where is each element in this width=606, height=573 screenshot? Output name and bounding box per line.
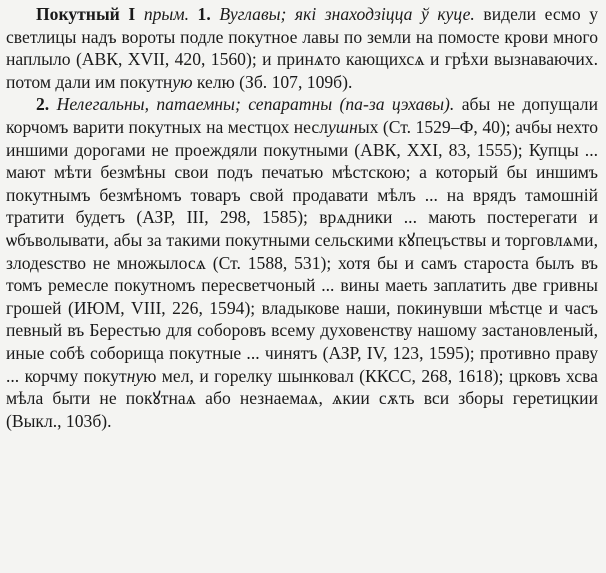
- citation-text-2b: ых (Ст. 1529–Ф, 40); ачбы нехто иншими дорогами не проеждяли покутными (АВК, XXI, 83, 1555); Купцы ... мают мѣти безмѣны свои подъ печатью мѣстскою; а который бы иншимъ покутнымъ безмѣномъ товаръ свой продавати мѣлъ ... на врядъ тамошній тратити будетъ (АЗР, III, 298, 1585); врѧдники ... мають постерегати и ѡбъволывати, абы за такими покутными сельскими кꙋпецъствы и торговлѧми, злодеѕство не множылосѧ (Ст. 1588, 531); хотя бы и самъ староста былъ въ томъ ремесле покутномъ пересветчоный ... вины маеть заплатить две гривны грошей (ИЮМ, VIII, 226, 1594); владыкове наши, покинувши мѣстце и часъ певный въ Берестью для соборовъ всему духовенству нашому застановленый, иные собѣ соборища покутные ... чинятъ (АЗР, IV, 123, 1595); противно праву ... корчму покут: [6, 116, 598, 386]
- grammar-label: прым.: [143, 4, 189, 24]
- citation-italic-2a: ушн: [327, 116, 358, 137]
- sense-number-1: 1.: [197, 4, 211, 24]
- sense-number-2: 2.: [36, 94, 50, 115]
- citation-italic-1: ую: [172, 71, 193, 92]
- citation-text-2c: ю мел, и горелку шынковал (ККСС, 268, 1618); црковъ хсва мѣла быти не покꙋтнаѧ або незнаемаѧ, ѧкии сѫть вси зборы геретицкии (Выкл., 103б).: [6, 365, 598, 431]
- citation-text-2a: абы не допущали корчомъ варити покутных на местцох несл: [6, 94, 598, 137]
- entry-sense-2: [6, 93, 598, 432]
- entry-sense-1: [6, 3, 598, 93]
- citation-italic-2b: ну: [126, 365, 144, 386]
- sense-definition-1: Вуглавы; які знаходзіцца ў куце.: [219, 4, 475, 24]
- sense-definition-2: Нелегальны, патаемны; сепаратны (па-за цэхавы).: [56, 94, 455, 115]
- citation-text-1b: келю (Зб. 107, 109б).: [192, 71, 353, 92]
- citation-text-1: видели есмо у светлицы надъ вороты подле покутное лавы по земли на помосте крови много наплыло (АВК, XVII, 420, 1560); и принѧто кающихсѧ и грѣхи вызнаваючих. потом дали им покутн: [6, 4, 598, 92]
- headword: Покутный I: [36, 4, 136, 24]
